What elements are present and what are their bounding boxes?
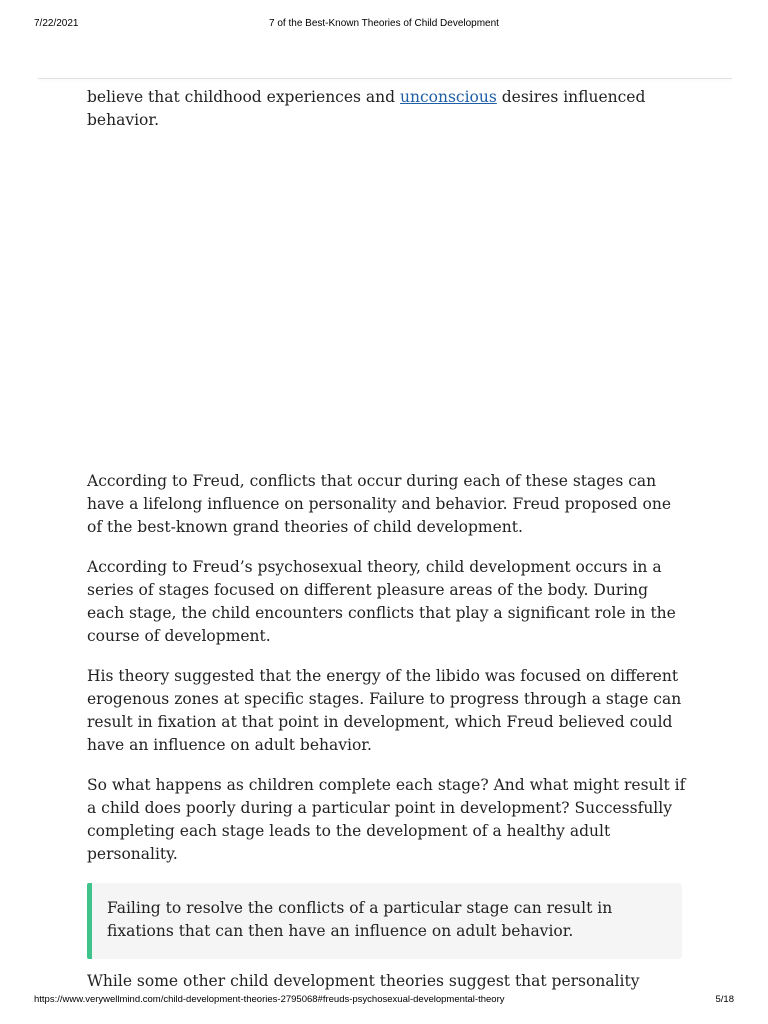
page-number: 5/18 (715, 994, 734, 1005)
paragraph-stage-completion: So what happens as children complete each stage? And what might result if a child does poorly during a particular point in development? Successfully completing each stage leads to the development of a healthy adult personality. (87, 776, 686, 863)
print-title: 7 of the Best-Known Theories of Child Development (269, 18, 499, 29)
print-header (0, 16, 768, 32)
page-url: https://www.verywellmind.com/child-development-theories-2795068#freuds-psychosexual-developmental-theory (34, 994, 505, 1005)
print-date: 7/22/2021 (34, 18, 79, 29)
article-body (87, 86, 687, 979)
ad-placeholder (87, 132, 687, 470)
paragraph-psychosexual-theory: According to Freud’s psychosexual theory, child development occurs in a series of stages focused on different pleasure areas of the body. During each stage, the child encounters conflicts that play a significant role in the course of development. (87, 558, 676, 645)
intro-text-after: desires influenced behavior. (87, 88, 646, 129)
print-footer (0, 994, 768, 1008)
callout-box (87, 883, 682, 959)
callout-accent-bar (87, 883, 92, 959)
callout-text: Failing to resolve the conflicts of a particular stage can result in fixations that can then have an influence on adult behavior. (107, 899, 613, 940)
intro-text-before: believe that childhood experiences and (87, 88, 400, 106)
paragraph-libido-energy: His theory suggested that the energy of the libido was focused on different erogenous zones at specific stages. Failure to progress through a stage can result in fixation at that point in development, which Freud believed could have an influence on adult behavior. (87, 667, 682, 754)
site-header-divider (38, 78, 732, 79)
intro-paragraph (87, 86, 687, 132)
cutoff-text: While some other child development theories suggest that personality (87, 972, 640, 990)
paragraph-freud-conflicts: According to Freud, conflicts that occur during each of these stages can have a lifelong influence on personality and behavior. Freud proposed one of the best-known grand theories of child development. (87, 472, 672, 536)
unconscious-link[interactable]: unconscious (399, 88, 497, 106)
cutoff-paragraph (87, 970, 687, 990)
